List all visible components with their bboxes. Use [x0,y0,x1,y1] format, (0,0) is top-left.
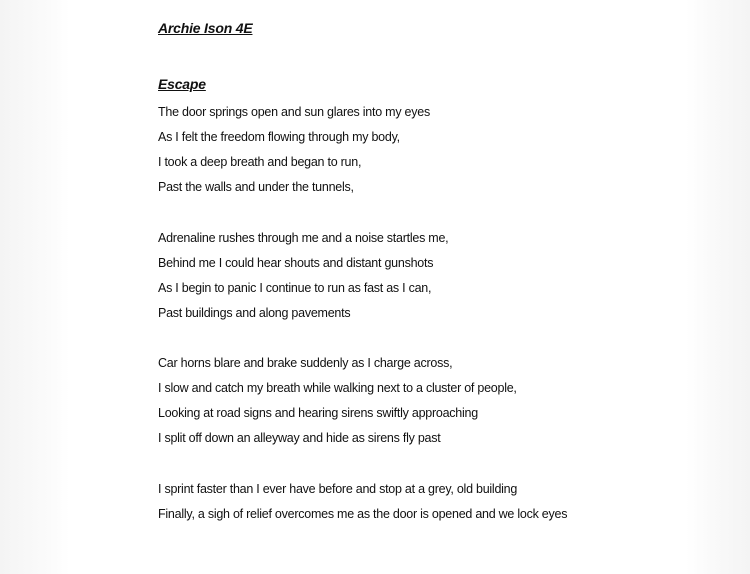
poem-line: I took a deep breath and began to run, [158,155,362,169]
poem-line: I split off down an alleyway and hide as sirens fly past [158,431,441,445]
poem-line: I sprint faster than I ever have before and stop at a grey, old building [158,482,518,496]
poem-line: Finally, a sigh of relief overcomes me as the door is opened and we lock eyes [158,507,568,521]
page-shadow-right [686,0,750,574]
poem-line: As I begin to panic I continue to run as fast as I can, [158,281,432,295]
poem-line: Past buildings and along pavements [158,306,351,320]
poem-line: I slow and catch my breath while walking next to a cluster of people, [158,381,517,395]
poem-line: As I felt the freedom flowing through my body, [158,130,400,144]
poem-line: Looking at road signs and hearing sirens swiftly approaching [158,406,478,420]
poem-title: Escape [158,76,206,92]
poem-line: The door springs open and sun glares into my eyes [158,105,430,119]
page-shadow-left [0,0,70,574]
poem-line: Adrenaline rushes through me and a noise startles me, [158,231,449,245]
poem-line: Past the walls and under the tunnels, [158,180,354,194]
author-heading: Archie Ison 4E [158,20,253,36]
poem-line: Car horns blare and brake suddenly as I charge across, [158,356,453,370]
poem-line: Behind me I could hear shouts and distant gunshots [158,256,434,270]
